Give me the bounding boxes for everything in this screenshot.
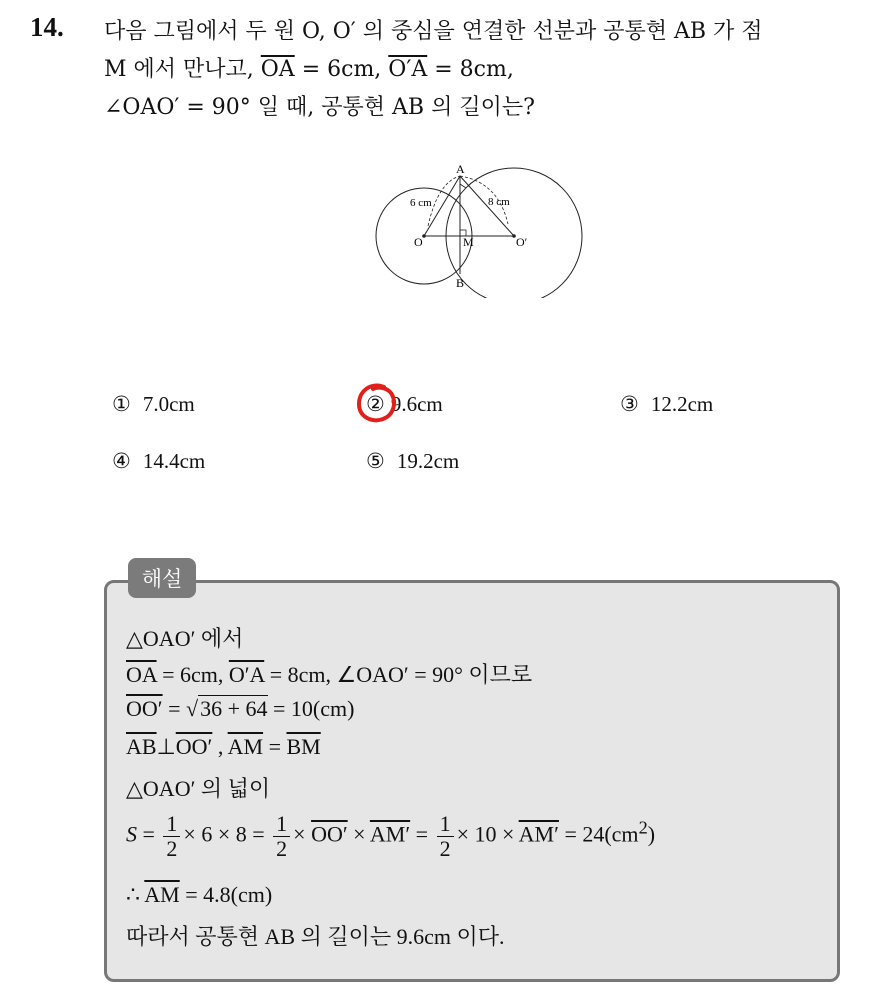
exponent: 2 xyxy=(638,817,648,838)
sqrt-radicand: 36 + 64 xyxy=(200,696,268,721)
segment-opa: O′A xyxy=(388,57,428,82)
solution-text: = xyxy=(263,734,287,759)
choice-text: 12.2cm xyxy=(650,392,714,416)
denominator: 2 xyxy=(166,836,178,862)
choice-text: 14.4cm xyxy=(142,449,206,473)
label-a: A xyxy=(456,162,465,176)
segment-am-prime: AM′ xyxy=(518,821,559,847)
choice-text: 9.6cm xyxy=(390,392,443,416)
solution-text: = 8cm, ∠OAO′ = 90° 이므로 xyxy=(264,662,533,687)
label-8cm: 8 cm xyxy=(488,196,510,208)
question-text: = 6cm, xyxy=(294,57,389,82)
solution-line-4 xyxy=(126,734,321,760)
choice-3[interactable] xyxy=(620,392,713,417)
question-text: M 에서 만나고, xyxy=(104,57,261,82)
solution-text: × xyxy=(293,821,312,847)
right-angle-mark xyxy=(460,184,466,188)
selected-answer-circle-mark xyxy=(354,380,400,426)
segment-am: $\overline{AM}$ xyxy=(144,882,180,907)
solution-text: × 6 × 8 = xyxy=(183,821,271,847)
question-number: 14. xyxy=(30,12,64,42)
question-line-1: 다음 그림에서 두 원 O, O′ 의 중심을 연결한 선분과 공통현 AB 가 점 xyxy=(104,19,763,44)
solution-text: = 6cm, xyxy=(156,662,229,687)
perp-symbol: ⊥ xyxy=(156,734,176,759)
solution-text: = 24(cm xyxy=(558,821,639,847)
segment-oa: $\overline{OA}$ xyxy=(260,57,295,82)
choice-text: 7.0cm xyxy=(142,392,195,416)
segment-am-prime: AM′ xyxy=(369,821,411,847)
solution-text: = xyxy=(410,821,434,847)
solution-text: × xyxy=(347,821,370,847)
choice-number: ③ xyxy=(620,392,639,416)
fraction-half xyxy=(273,812,290,861)
numerator: 1 xyxy=(163,812,180,837)
solution-line-2 xyxy=(126,658,532,689)
segment-oo-prime: OO′ xyxy=(311,821,348,847)
solution-text: = 10(cm) xyxy=(267,696,355,721)
solution-text: = 4.8(cm) xyxy=(179,882,273,907)
therefore-symbol: ∴ xyxy=(126,882,145,907)
area-symbol: S xyxy=(126,821,137,847)
numerator: 1 xyxy=(273,812,290,837)
segment-ab: $\overline{AB}$ xyxy=(126,734,157,759)
solution-text: × 10 × xyxy=(456,821,519,847)
label-b: B xyxy=(456,276,465,290)
segment-oa: $\overline{OA}$ xyxy=(126,662,157,687)
label-o: O xyxy=(414,235,423,249)
choice-5[interactable] xyxy=(366,449,459,474)
choice-4[interactable] xyxy=(112,449,205,474)
question-line-2 xyxy=(104,52,514,83)
label-m: M xyxy=(463,235,474,249)
denominator: 2 xyxy=(276,836,288,862)
fraction-half xyxy=(163,812,180,861)
solution-line-7 xyxy=(126,882,272,908)
solution-line-5: △OAO′ 의 넓이 xyxy=(126,776,271,801)
solution-line-1: △OAO′ 에서 xyxy=(126,626,244,651)
solution-text: , xyxy=(212,734,228,759)
solution-text: = xyxy=(137,821,161,847)
denominator: 2 xyxy=(439,836,451,862)
choice-number: ④ xyxy=(112,449,131,473)
question-line-3: ∠OAO′ = 90° 일 때, 공통현 AB 의 길이는? xyxy=(104,95,535,120)
solution-line-8: 따라서 공통현 AB 의 길이는 9.6cm 이다. xyxy=(126,924,505,949)
segment-oo-prime: OO′ xyxy=(175,734,213,759)
solution-tag: 해설 xyxy=(128,558,196,598)
fraction-half xyxy=(437,812,454,861)
label-6cm: 6 cm xyxy=(410,197,432,209)
numerator: 1 xyxy=(437,812,454,837)
solution-text: ) xyxy=(647,821,656,847)
sqrt-symbol: √ xyxy=(186,696,199,721)
segment-bm: $\overline{BM}$ xyxy=(286,734,321,759)
two-circles-figure xyxy=(372,156,588,298)
solution-line-3 xyxy=(126,696,354,722)
segment-opa: O′A xyxy=(228,662,265,687)
solution-line-6 xyxy=(126,812,655,861)
choice-1[interactable] xyxy=(112,392,195,417)
point-o xyxy=(422,234,426,238)
solution-text: = xyxy=(162,696,187,721)
question-text: = 8cm, xyxy=(427,57,514,82)
choice-number: ① xyxy=(112,392,131,416)
segment-am: $\overline{AM}$ xyxy=(227,734,264,759)
choice-number: ② xyxy=(366,392,385,416)
segment-oo-prime: OO′ xyxy=(126,696,163,721)
choice-number: ⑤ xyxy=(366,449,385,473)
choice-text: 19.2cm xyxy=(396,449,460,473)
label-o-prime: O′ xyxy=(516,235,528,249)
